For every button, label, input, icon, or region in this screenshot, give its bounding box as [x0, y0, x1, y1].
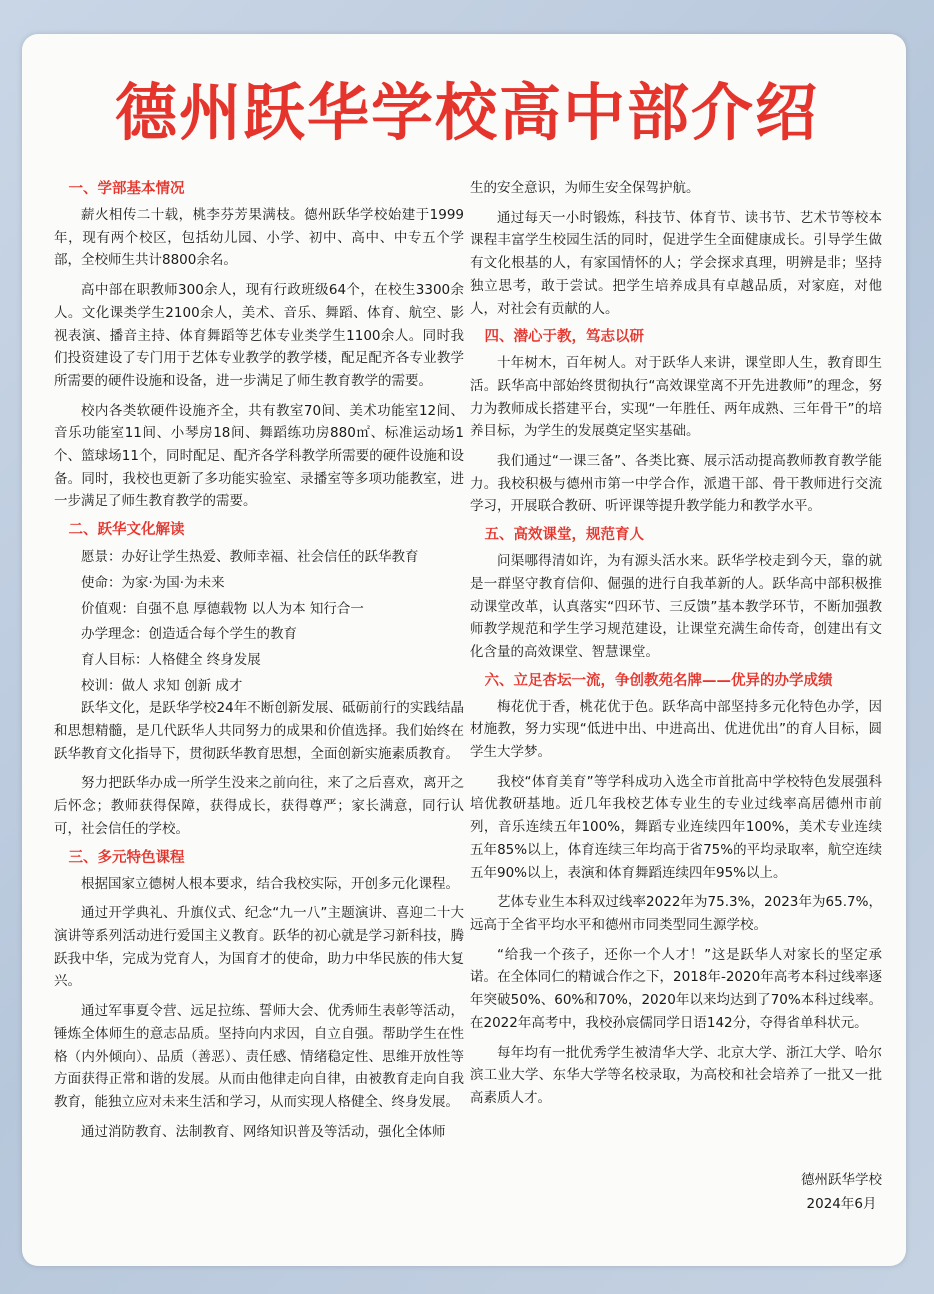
culture-list	[54, 546, 464, 697]
paragraph: 通过每天一小时锻炼，科技节、体育节、读书节、艺术节等校本课程丰富学生校园生活的同时，促进学生全面健康成长。引导学生做有文化根基的人，有家国情怀的人；学会探求真理，明辨是非；坚持独立思考，敢于尝试。把学生培养成具有卓越品质，对家庭，对他人，对社会有贡献的人。	[470, 209, 882, 317]
paragraph: 高中部在职教师300余人，现有行政班级64个，在校生3300余人。文化课类学生2100余人，美术、音乐、舞蹈、体育、航空、影视表演、播音主持、体育舞蹈等艺体专业类学生1100余人。同时我们投资建设了专门用于艺体专业教学的教学楼，配足配齐各专业教学所需要的硬件设施和设备，进一步满足了师生教育教学的需要。	[54, 282, 464, 389]
paragraph: 我们通过“一课三备”、各类比赛、展示活动提高教师教育教学能力。我校积极与德州市第一中学合作，派遣干部、骨干教师进行交流学习，开展联合教研、听评课等提升教学能力和教学水平。	[470, 453, 882, 515]
culture-motto: 校训：做人 求知 创新 成才	[81, 677, 243, 694]
culture-values: 价值观：自强不息 厚德载物 以人为本 知行合一	[81, 600, 364, 617]
paragraph: 校内各类软硬件设施齐全，共有教室70间、美术功能室12间、音乐功能室11间、小琴房18间、舞蹈练功房880㎡、标准运动场1个、篮球场11个，同时配足、配齐各学科教学所需要的硬件设施和设备。同时，我校也更新了多功能实验室、录播室等多项功能教室，进一步满足了师生教育教学的需要。	[54, 402, 464, 510]
section-heading-classroom: 五、高效课堂，规范育人	[484, 527, 644, 544]
section-heading-achievements: 六、立足杏坛一流，争创教苑名牌——优异的办学成绩	[484, 672, 833, 689]
paragraph: 薪火相传二十载，桃李芬芳果满枝。德州跃华学校始建于1999年，现有两个校区，包括幼儿园、小学、初中、高中、中专五个学部，全校师生共计8800余名。	[54, 207, 464, 269]
paragraph-continued: 生的安全意识，为师生安全保驾护航。	[470, 180, 700, 196]
signature-date: 2024年6月	[806, 1196, 877, 1212]
section-heading-teaching: 四、潜心于教，笃志以研	[484, 329, 644, 346]
culture-vision: 愿景：办好让学生热爱、教师幸福、社会信任的跃华教育	[81, 549, 419, 566]
left-column	[54, 177, 464, 1143]
section-heading-culture: 二、跃华文化解读	[68, 522, 185, 539]
section-heading-basic-info: 一、学部基本情况	[68, 181, 185, 197]
paragraph: 十年树木，百年树人。对于跃华人来讲，课堂即人生，教育即生活。跃华高中部始终贯彻执行“高效课堂离不开先进教师”的理念，努力为教师成长搭建平台，实现“一年胜任、两年成熟、三年骨干”的培养目标，为学生的发展奠定坚实基础。	[470, 355, 882, 440]
paragraph: 通过消防教育、法制教育、网络知识普及等活动，强化全体师	[81, 1123, 446, 1140]
signature-org: 德州跃华学校	[801, 1172, 882, 1188]
paragraph: 艺体专业生本科双过线率2022年为75.3%，2023年为65.7%，远高于全省平均水平和德州市同类型同生源学校。	[470, 894, 882, 933]
culture-goal: 育人目标：人格健全 终身发展	[81, 651, 261, 668]
paragraph: 每年均有一批优秀学生被清华大学、北京大学、浙江大学、哈尔滨工业大学、东华大学等名校录取，为高校和社会培养了一批又一批高素质人才。	[470, 1044, 882, 1106]
culture-philosophy: 办学理念：创造适合每个学生的教育	[81, 626, 297, 643]
signature-block	[801, 1168, 882, 1216]
paragraph: 通过军事夏令营、远足拉练、誓师大会、优秀师生表彰等活动，锤炼全体师生的意志品质。坚持向内求因，自立自强。帮助学生在性格（内外倾向）、品质（善恶）、责任感、情绪稳定性、思维开放性等方面获得正常和谐的发展。从而由他律走向自律，由被教育走向自我教育，能独立应对未来生活和学习，从而实现人格健全、终身发展。	[54, 1003, 464, 1110]
right-column	[470, 177, 882, 1110]
paragraph: 问渠哪得清如许，为有源头活水来。跃华学校走到今天，靠的就是一群坚守教育信仰、倔强的进行自我革新的人。跃华高中部积极推动课堂改革，认真落实“四环节、三反馈”基本教学环节，不断加强教师教学规范和学生学习规范建设，让课堂充满生命传奇，创建出有文化含量的高效课堂、智慧课堂。	[470, 553, 882, 660]
section-heading-courses: 三、多元特色课程	[68, 849, 185, 866]
paragraph: 根据国家立德树人根本要求，结合我校实际，开创多元化课程。	[81, 875, 459, 892]
paragraph: “给我一个孩子，还你一个人才！”这是跃华人对家长的坚定承诺。在全体同仁的精诚合作之下，2018年-2020年高考本科过线率逐年突破50%、60%和70%，2020年以来均达到了70%本科过线率。在2022年高考中，我校孙宸儒同学日语142分，夺得省单科状元。	[470, 946, 882, 1031]
paragraph: 我校“体育美育”等学科成功入选全市首批高中学校特色发展强科培优教研基地。近几年我校艺体专业生的专业过线率高居德州市前列，音乐连续五年100%，舞蹈专业连续四年100%，美术专业连续五年85%以上，体育连续三年均高于省75%的平均录取率，航空连续五年90%以上，表演和体育舞蹈连续四年95%以上。	[470, 773, 882, 881]
paragraph: 通过开学典礼、升旗仪式、纪念“九一八”主题演讲、喜迎二十大演讲等系列活动进行爱国主义教育。跃华的初心就是学习新科技，腾跃我中华，完成为党育人，为国育才的使命，助力中华民族的伟大复兴。	[54, 905, 464, 990]
paragraph: 努力把跃华办成一所学生没来之前向往，来了之后喜欢，离开之后怀念；教师获得保障，获得成长，获得尊严；家长满意，同行认可，社会信任的学校。	[54, 775, 464, 837]
paragraph: 跃华文化，是跃华学校24年不断创新发展、砥砺前行的实践结晶和思想精髓，是几代跃华人共同努力的成果和价值选择。我们始终在跃华教育文化指导下，贯彻跃华教育思想，全面创新实施素质教育。	[54, 700, 464, 762]
page-title: 德州跃华学校高中部介绍	[114, 76, 819, 149]
culture-mission: 使命：为家·为国·为未来	[81, 574, 225, 591]
paragraph: 梅花优于香，桃花优于色。跃华高中部坚持多元化特色办学，因材施教，努力实现“低进中出、中进高出、优进优出”的育人目标，圆学生大学梦。	[470, 698, 882, 761]
